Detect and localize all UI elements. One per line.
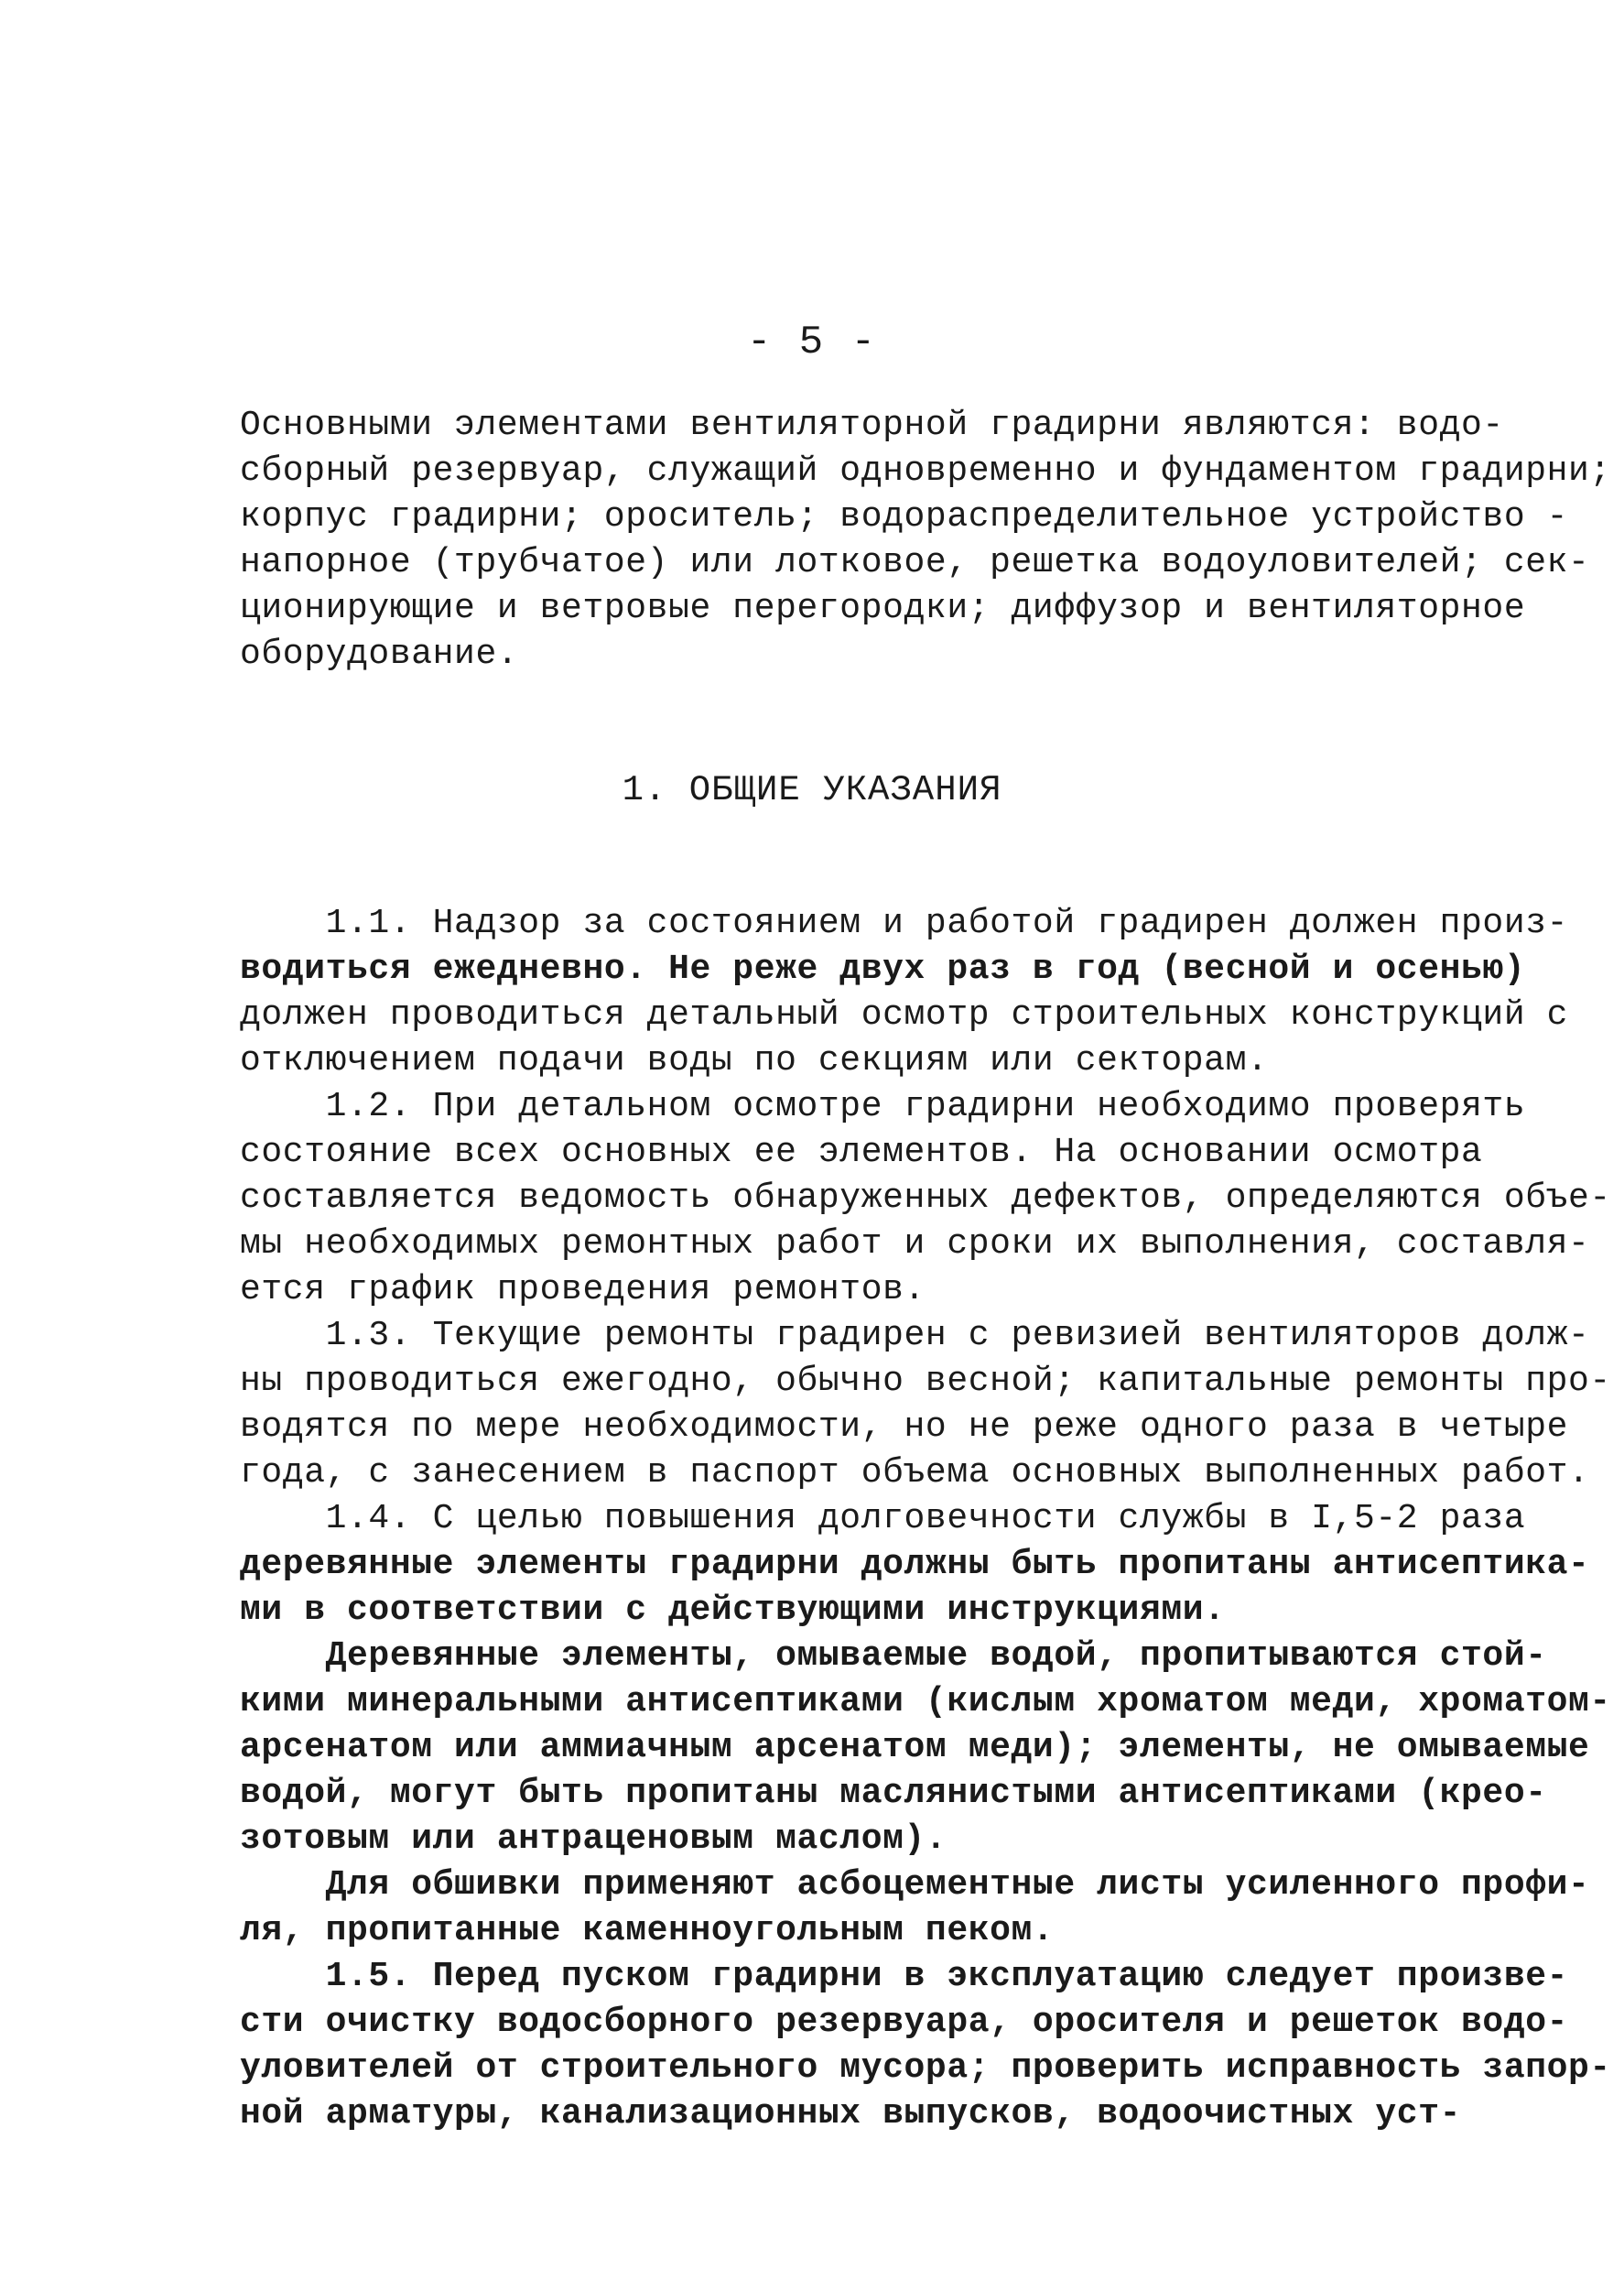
intro-line: оборудование. bbox=[240, 635, 519, 674]
body-line: ется график проведения ремонтов. bbox=[240, 1270, 926, 1309]
page-number: - 5 - bbox=[746, 320, 878, 365]
body-line: ми в соответствии с действующими инструкциями. bbox=[240, 1591, 1226, 1630]
body-line: ной арматуры, канализационных выпусков, водоочистных уст- bbox=[240, 2094, 1462, 2133]
body-line: деревянные элементы градирни должны быть пропитаны антисептика- bbox=[240, 1545, 1590, 1584]
body-line: должен проводиться детальный осмотр строительных конструкций с bbox=[240, 995, 1569, 1035]
intro-line: напорное (трубчатое) или лотковое, решетка водоуловителей; сек- bbox=[240, 543, 1590, 582]
body-line: Для обшивки применяют асбоцементные листы усиленного профи- bbox=[240, 1865, 1590, 1905]
body-line: водой, могут быть пропитаны маслянистыми антисептиками (крео- bbox=[240, 1774, 1547, 1813]
intro-line: сборный резервуар, служащий одновременно и фундаментом градирни; bbox=[240, 451, 1611, 491]
body-line: мы необходимых ремонтных работ и сроки их выполнения, составля- bbox=[240, 1224, 1590, 1264]
body-line: уловителей от строительного мусора; проверить исправность запор- bbox=[240, 2048, 1611, 2088]
intro-line: Основными элементами вентиляторной градирни являются: водо- bbox=[240, 406, 1504, 445]
body-line: водятся по мере необходимости, но не реже одного раза в четыре bbox=[240, 1407, 1569, 1447]
body-line: составляется ведомость обнаруженных дефектов, определяются объе- bbox=[240, 1178, 1611, 1218]
intro-line: ционирующие и ветровые перегородки; диффузор и вентиляторное bbox=[240, 589, 1526, 628]
body-line: 1.2. При детальном осмотре градирни необходимо проверять bbox=[240, 1087, 1526, 1126]
body-line: 1.4. С целью повышения долговечности службы в I,5-2 раза bbox=[240, 1499, 1526, 1538]
body-line: ны проводиться ежегодно, обычно весной; капитальные ремонты про- bbox=[240, 1362, 1611, 1401]
body-line: 1.5. Перед пуском градирни в эксплуатацию следует произве- bbox=[240, 1957, 1569, 1996]
body-line: года, с занесением в паспорт объема основных выполненных работ. bbox=[240, 1453, 1590, 1493]
body-line: кими минеральными антисептиками (кислым хроматом меди, хроматом- bbox=[240, 1682, 1611, 1721]
body-line: состояние всех основных ее элементов. На основании осмотра bbox=[240, 1133, 1483, 1172]
section-heading: 1. ОБЩИЕ УКАЗАНИЯ bbox=[622, 770, 1002, 810]
body-line: ля, пропитанные каменноугольным пеком. bbox=[240, 1911, 1055, 1950]
body-line: водиться ежедневно. Не реже двух раз в год (весной и осенью) bbox=[240, 950, 1526, 989]
body-line: зотовым или антраценовым маслом). bbox=[240, 1819, 947, 1859]
body-line: Деревянные элементы, омываемые водой, пропитываются стой- bbox=[240, 1636, 1547, 1676]
intro-line: корпус градирни; ороситель; водораспределительное устройство - bbox=[240, 497, 1569, 537]
body-line: 1.1. Надзор за состоянием и работой градирен должен произ- bbox=[240, 904, 1569, 943]
body-line: арсенатом или аммиачным арсенатом меди); элементы, не омываемые bbox=[240, 1728, 1590, 1767]
body-line: сти очистку водосборного резервуара, оросителя и решеток водо- bbox=[240, 2003, 1569, 2042]
intro-paragraph bbox=[240, 403, 1611, 678]
section-body bbox=[240, 901, 1611, 2137]
body-line: 1.3. Текущие ремонты градирен с ревизией вентиляторов долж- bbox=[240, 1316, 1590, 1355]
body-line: отключением подачи воды по секциям или секторам. bbox=[240, 1041, 1269, 1080]
